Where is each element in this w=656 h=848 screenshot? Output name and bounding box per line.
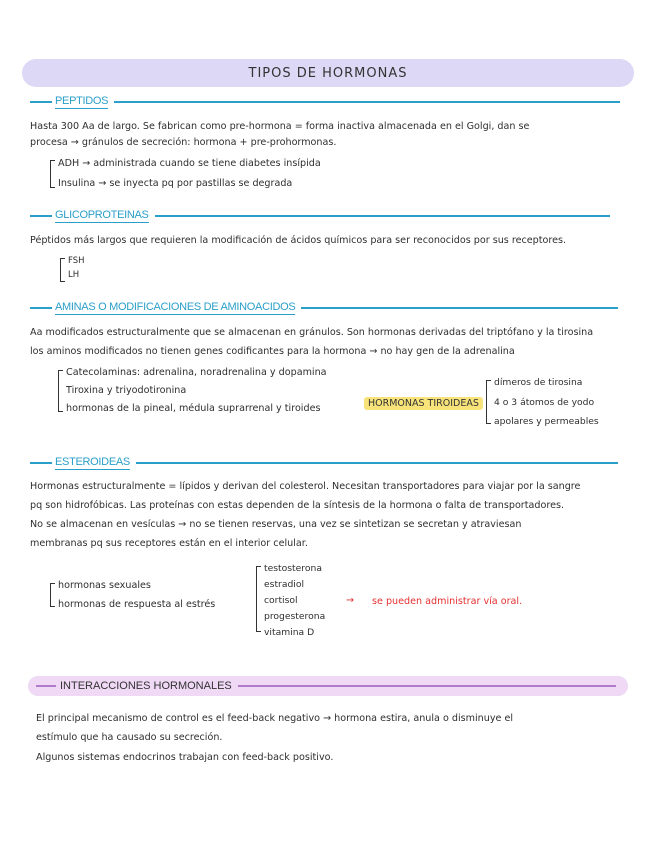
paragraph-line: Algunos sistemas endocrinos trabajan con feed-back positivo. bbox=[36, 752, 334, 763]
heading-text: AMINAS O MODIFICACIONES DE AMINOACIDOS bbox=[55, 301, 296, 313]
section-heading-glicoproteinas bbox=[30, 208, 610, 224]
list-item: hormonas sexuales bbox=[58, 580, 151, 591]
list-item: testosterona bbox=[264, 563, 322, 574]
list-item: Insulina → se inyecta pq por pastillas se degrada bbox=[58, 178, 293, 189]
list-item: LH bbox=[68, 270, 80, 280]
bracket bbox=[50, 160, 55, 188]
paragraph-line: El principal mecanismo de control es el feed-back negativo → hormona estira, anula o disminuye el bbox=[36, 713, 514, 724]
list-item: Catecolaminas: adrenalina, noradrenalina y dopamina bbox=[66, 367, 327, 378]
paragraph-line: los aminos modificados no tienen genes codificantes para la hormona → no hay gen de la adrenalina bbox=[30, 346, 515, 357]
bracket bbox=[486, 380, 491, 424]
list-item: Tiroxina y triyodotironina bbox=[66, 385, 187, 396]
paragraph-line: Hasta 300 Aa de largo. Se fabrican como pre-hormona = forma inactiva almacenada en el Golgi, dan se bbox=[30, 121, 530, 132]
section-heading-esteroideas bbox=[30, 455, 618, 471]
bracket bbox=[60, 258, 65, 282]
bracket bbox=[256, 566, 261, 632]
list-item: vitamina D bbox=[264, 627, 315, 638]
section-heading-interacciones bbox=[28, 676, 628, 696]
page-title-text: TIPOS DE HORMONAS bbox=[248, 65, 408, 81]
list-item: ADH → administrada cuando se tiene diabetes insípida bbox=[58, 158, 321, 169]
section-heading-peptidos bbox=[30, 94, 620, 110]
heading-text: GLICOPROTEINAS bbox=[55, 209, 149, 221]
list-item: FSH bbox=[68, 256, 85, 266]
highlight-hormonas-tiroideas: HORMONAS TIROIDEAS bbox=[364, 397, 483, 410]
section-heading-aminas bbox=[30, 300, 618, 316]
list-item: cortisol bbox=[264, 595, 298, 606]
bracket bbox=[58, 370, 63, 412]
paragraph-line: Hormonas estructuralmente = lípidos y derivan del colesterol. Necesitan transportadores para viajar por la sangre bbox=[30, 481, 581, 492]
arrow-right-icon: → bbox=[346, 595, 355, 606]
paragraph-line: pq son hidrofóbicas. Las proteínas con estas dependen de la síntesis de la hormona o falta de transportadores. bbox=[30, 500, 565, 511]
note-oral: se pueden administrar vía oral. bbox=[372, 596, 523, 607]
list-item: hormonas de respuesta al estrés bbox=[58, 599, 216, 610]
page-title bbox=[22, 59, 634, 87]
paragraph-line: estímulo que ha causado su secreción. bbox=[36, 732, 223, 743]
paragraph-line: Péptidos más largos que requieren la modificación de ácidos químicos para ser reconocidos por sus receptores. bbox=[30, 235, 567, 246]
list-item: progesterona bbox=[264, 611, 326, 622]
list-item: estradiol bbox=[264, 579, 305, 590]
list-item: dímeros de tirosina bbox=[494, 377, 583, 388]
list-item: apolares y permeables bbox=[494, 416, 599, 427]
paragraph-line: procesa → gránulos de secreción: hormona + pre-prohormonas. bbox=[30, 137, 337, 148]
bracket bbox=[50, 583, 55, 607]
paragraph-line: Aa modificados estructuralmente que se almacenan en gránulos. Son hormonas derivadas del triptófano y la tirosina bbox=[30, 327, 594, 338]
paragraph-line: No se almacenan en vesículas → no se tienen reservas, una vez se sintetizan se secretan y atraviesan bbox=[30, 519, 522, 530]
list-item: hormonas de la pineal, médula suprarrenal y tiroides bbox=[66, 403, 321, 414]
paragraph-line: membranas pq sus receptores están en el interior celular. bbox=[30, 538, 308, 549]
heading-text: INTERACCIONES HORMONALES bbox=[60, 680, 232, 692]
heading-text: PEPTIDOS bbox=[55, 95, 109, 107]
heading-text: ESTEROIDEAS bbox=[55, 456, 130, 468]
list-item: 4 o 3 átomos de yodo bbox=[494, 397, 595, 408]
